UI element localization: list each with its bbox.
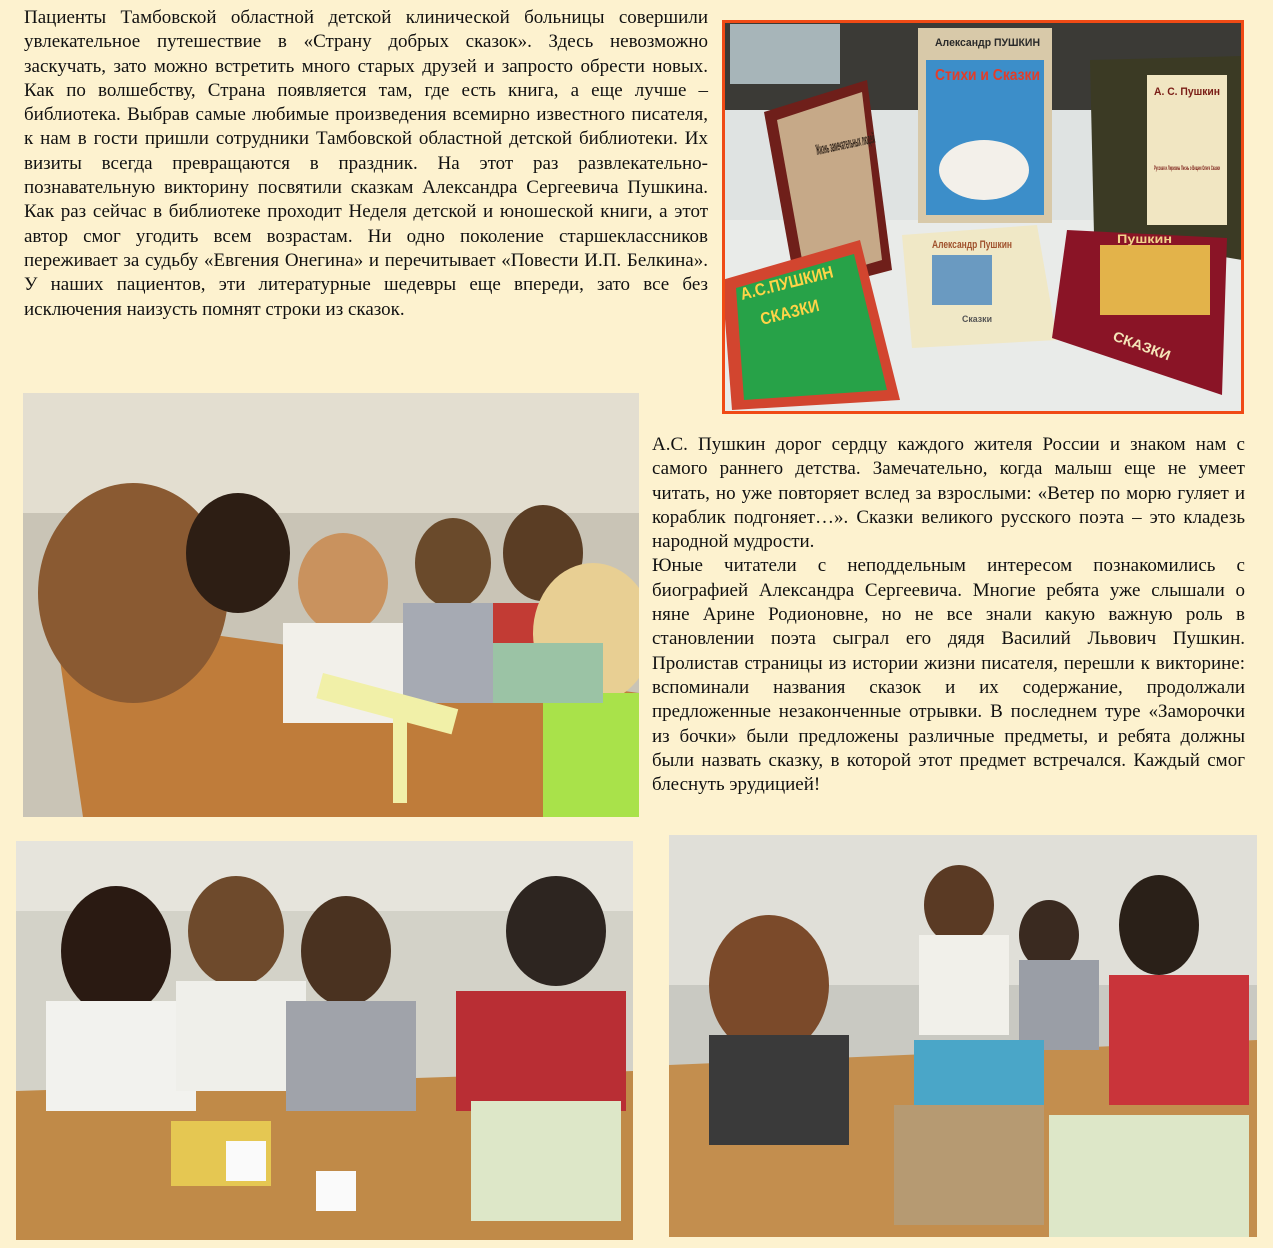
books-photo [722, 20, 1244, 414]
book-5-author: Александр Пушкин [932, 239, 1012, 251]
paragraph-about-pushkin: А.С. Пушкин дорог сердцу каждого жителя России и знаком нам с самого раннего детства. Замечательно, когда малыш еще не умеет читать, но уже повторяет вслед за взрослыми: «Ветер по морю гуляет и кораблик подгоняет…». Сказки великого русского поэта – это кладезь народной мудрости. [652, 434, 1245, 553]
children-quiz-photo-1 [23, 393, 639, 817]
book-6-author: Пушкин [1117, 232, 1172, 246]
book-4-title: СКАЗКИ [758, 293, 830, 329]
children-quiz-photo-2 [16, 841, 633, 1240]
book-6-title: СКАЗКИ [1110, 327, 1170, 363]
book-3-title: Русская и Лиризмы Песнь о Вещем Олеге Сказки [1154, 166, 1221, 172]
book-skazki-cream [902, 225, 1057, 348]
paragraph-quiz: Юные читатели с неподдельным интересом познакомились с биографией Александра Сергеевича. Многие ребята уже слышали о няне Арине Родионовне, но не все знали какую важную роль в становлении поэта сыграл его дядя Василий Львович Пушкин. Пролистав страницы из истории жизни писателя, перешли к викторине: вспоминали названия сказок и их содержание, продолжали предложенные незаконченные отрывки. В последнем туре «Заморочки из бочки» были предложены различные предметы, и ребята должны были назвать сказку, в которой этот предмет встречался. Каждый смог блеснуть эрудицией! [652, 555, 1245, 796]
intro-paragraph: Пациенты Тамбовской областной детской клинической больницы совершили увлекательное путешествие в «Страну добрых сказок». Здесь невозможно заскучать, зато можно встретить много старых друзей и запросто обрести новых. Как по волшебству, Страна появляется там, где есть книга, а еще лучше – библиотека. Выбрав самые любимые произведения всемирно известного писателя, к нам в гости пришли сотрудники Тамбовской областной детской библиотеки. Их визиты всегда превращаются в праздник. На этот раз развлекательно-познавательную викторину посвятили сказкам Александра Сергеевича Пушкина. Как раз сейчас в библиотеке проходит Неделя детской и юношеской книги, а этот автор смог угодить всем возрастам. Ни одно поколение старшеклассников переживает за судьбу «Евгения Онегина» и перечитывает «Повести И.П. Белкина». У наших пациентов, эти литературные шедевры еще впереди, зато все без исключения наизусть помнят строки из сказок. [24, 7, 708, 320]
book-3-author: А. С. Пушкин [1154, 86, 1220, 98]
body-paragraphs [652, 433, 1245, 797]
children-quiz-photo-3 [669, 835, 1257, 1237]
book-2-author: Александр ПУШКИН [935, 37, 1041, 49]
book-stikhi-i-skazki [918, 28, 1052, 223]
book-ornamental [1090, 56, 1242, 260]
book-5-title: Сказки [962, 314, 992, 324]
book-2-title: Стихи и Сказки [935, 67, 1040, 84]
book-4-author: А.С.ПУШКИН [738, 259, 849, 304]
